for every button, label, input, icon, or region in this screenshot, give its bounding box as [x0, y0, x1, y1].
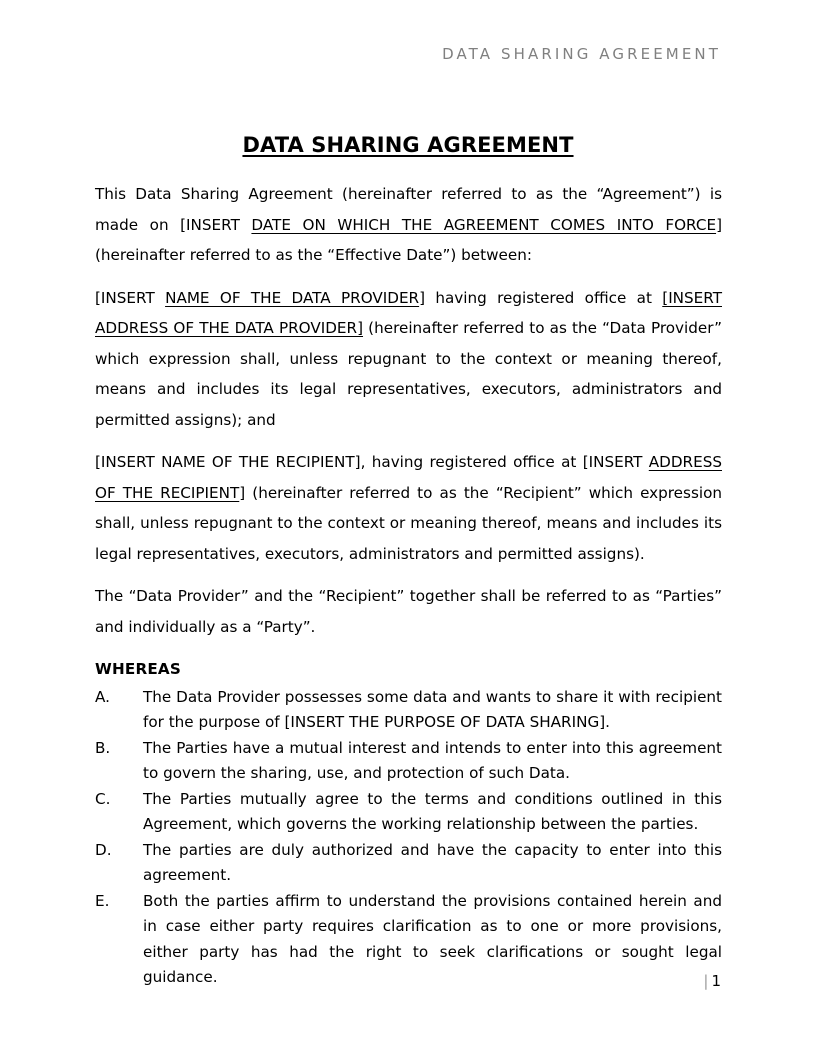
paragraph-2-part-5: (hereinafter referred to as the “Data Provider” which expression shall, unless repugnant to the context or meaning thereof, means and includes its legal representatives, executors, administrators and permitted assigns); and: [95, 319, 722, 429]
page-title-text: DATA SHARING AGREEMENT: [242, 133, 574, 157]
running-header: DATA SHARING AGREEMENT: [442, 45, 721, 63]
placeholder-provider-name: NAME OF THE DATA PROVIDER: [165, 288, 420, 307]
list-item-marker: C.: [95, 789, 111, 808]
footer-separator: |: [703, 972, 709, 990]
page-footer: [95, 971, 721, 991]
list-item-text: The Data Provider possesses some data and wants to share it with recipient for the purpose of [INSERT THE PURPOSE OF DATA SHARING].: [143, 687, 722, 731]
list-item: [95, 736, 722, 787]
paragraph-3-part-3: ] (hereinafter referred to as the “Recipient” which expression shall, unless repugnant to the context or meaning thereof, means and includes its legal representatives, executors, administrators and permitted assigns).: [95, 483, 722, 563]
paragraph-parties-definition: [95, 581, 722, 642]
list-item: [95, 787, 722, 838]
list-item: [95, 838, 722, 889]
list-item-marker: D.: [95, 840, 112, 859]
paragraph-1-part-1: This Data Sharing Agreement (hereinafter referred to as the “Agreement”) is made on [INSERT: [95, 185, 722, 234]
list-item-text: The Parties mutually agree to the terms and conditions outlined in this Agreement, which governs the working relationship between the parties.: [143, 789, 722, 833]
paragraph-4-part-1: The “Data Provider” and the “Recipient” together shall be referred to as “Parties” and individually as a “Party”.: [95, 587, 722, 636]
list-item-text: The parties are duly authorized and have the capacity to enter into this agreement.: [143, 840, 722, 884]
paragraph-recipient: [95, 447, 722, 569]
whereas-list: [95, 685, 722, 991]
placeholder-recipient-address: ADDRESS OF THE RECIPIENT: [95, 453, 722, 502]
paragraph-data-provider: [95, 283, 722, 436]
page-number: 1: [711, 972, 721, 990]
list-item-text: The Parties have a mutual interest and intends to enter into this agreement to govern the sharing, use, and protection of such Data.: [143, 738, 722, 782]
page-title: [95, 132, 721, 158]
placeholder-provider-address: [INSERT ADDRESS OF THE DATA PROVIDER]: [95, 288, 722, 337]
document-body: [95, 179, 722, 991]
paragraph-2-part-3: ] having registered office at: [419, 288, 663, 307]
paragraph-agreement-date: [95, 179, 722, 271]
list-item-marker: B.: [95, 738, 111, 757]
list-item-marker: A.: [95, 687, 110, 706]
paragraph-1-part-3: ] (hereinafter referred to as the “Effective Date”) between:: [95, 215, 722, 264]
placeholder-effective-date: DATE ON WHICH THE AGREEMENT COMES INTO FORCE: [251, 215, 717, 234]
list-item: [95, 685, 722, 736]
list-item-marker: E.: [95, 891, 110, 910]
whereas-heading: WHEREAS: [95, 660, 181, 678]
paragraph-2-part-1: [INSERT: [95, 288, 166, 307]
paragraph-3-part-1: [INSERT NAME OF THE RECIPIENT], having registered office at [INSERT: [95, 453, 649, 471]
list-item-text: Both the parties affirm to understand the provisions contained herein and in case either party requires clarification as to one or more provisions, either party has had the right to seek clarifications or sought legal guidance.: [143, 891, 722, 986]
